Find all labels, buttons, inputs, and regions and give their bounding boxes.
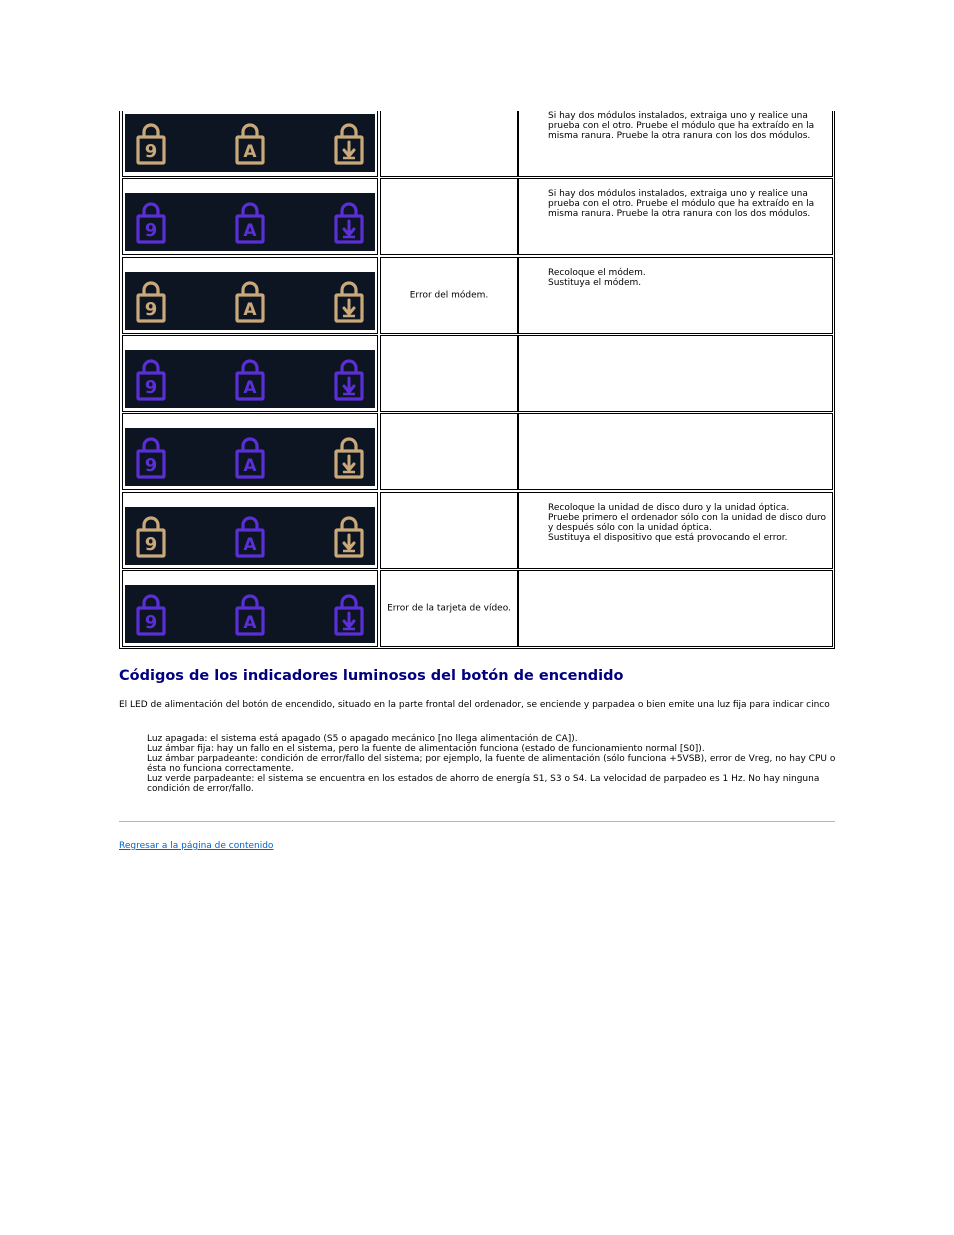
svg-text:9: 9 <box>144 534 158 555</box>
section-intro: El LED de alimentación del botón de encendido, situado en la parte frontal del ordenador, se enciende y parpadea o bien emite una luz fija para indicar cinco <box>119 700 830 710</box>
panel-speck <box>175 609 180 612</box>
num-lock-icon <box>136 279 166 323</box>
table-row <box>120 111 836 177</box>
panel-speck <box>175 217 180 220</box>
list-item: Luz ámbar fija: hay un fallo en el sistema, pero la fuente de alimentación funciona (estado de funcionamiento normal [S0]). <box>147 744 705 754</box>
solution-cell <box>518 335 833 412</box>
solution-cell <box>518 178 833 255</box>
caps-lock-icon <box>235 514 265 558</box>
cause-cell <box>380 257 518 334</box>
solution-cell <box>518 257 833 334</box>
led-pattern-cell <box>122 570 378 647</box>
svg-text:9: 9 <box>144 377 158 398</box>
list-item: Luz ámbar parpadeante: condición de error/fallo del sistema; por ejemplo, la fuente de alimentación (sólo funciona +5VSB), error de Vreg, no hay CPU o ésta no funciona correctamente. <box>147 754 836 774</box>
caps-lock-icon <box>235 279 265 323</box>
num-lock-icon <box>136 200 166 244</box>
panel-speck <box>175 452 180 455</box>
scroll-lock-icon <box>334 514 364 558</box>
panel-speck <box>175 374 180 377</box>
list-item: Luz verde parpadeante: el sistema se encuentra en los estados de ahorro de energía S1, S3 o S4. La velocidad de parpadeo es 1 Hz. No hay ninguna condición de error/fallo. <box>147 774 820 794</box>
cause-cell <box>380 413 518 490</box>
panel-speck <box>175 531 180 534</box>
scroll-lock-icon <box>334 357 364 401</box>
svg-text:A: A <box>243 378 257 398</box>
solution-line: Si hay dos módulos instalados, extraiga uno y realice una prueba con el otro. Pruebe el módulo que ha extraído en la misma ranura. Pruebe la otra ranura con los dos módulos. <box>548 111 815 141</box>
led-panel-image <box>125 350 375 408</box>
svg-text:9: 9 <box>144 299 158 320</box>
svg-text:A: A <box>243 613 257 633</box>
led-pattern-cell <box>122 178 378 255</box>
caps-lock-icon <box>235 121 265 165</box>
cause-text: Error de la tarjeta de vídeo. <box>387 603 511 613</box>
num-lock-icon <box>136 514 166 558</box>
cause-cell <box>380 335 518 412</box>
caps-lock-icon <box>235 435 265 479</box>
svg-text:9: 9 <box>144 612 158 633</box>
solution-cell <box>518 111 833 177</box>
scroll-lock-icon <box>334 200 364 244</box>
led-panel-image <box>125 272 375 330</box>
back-to-contents-link[interactable]: Regresar a la página de contenido <box>119 841 274 851</box>
led-pattern-cell <box>122 257 378 334</box>
scroll-lock-icon <box>334 279 364 323</box>
svg-text:A: A <box>243 142 257 162</box>
caps-lock-icon <box>235 357 265 401</box>
solution-line: Si hay dos módulos instalados, extraiga uno y realice una prueba con el otro. Pruebe el módulo que ha extraído en la misma ranura. Pruebe la otra ranura con los dos módulos. <box>548 189 815 219</box>
led-panel-image <box>125 428 375 486</box>
num-lock-icon <box>136 592 166 636</box>
table-row <box>120 570 836 647</box>
cause-cell <box>380 570 518 647</box>
solution-cell <box>518 492 833 569</box>
svg-text:9: 9 <box>144 220 158 241</box>
table-row <box>120 178 836 255</box>
caps-lock-icon <box>235 200 265 244</box>
power-led-states-list <box>147 734 837 794</box>
panel-speck <box>175 138 180 141</box>
table-row <box>120 335 836 412</box>
num-lock-icon <box>136 121 166 165</box>
solution-line: Sustituya el dispositivo que está provocando el error. <box>548 533 788 543</box>
cause-text: Error del módem. <box>409 290 489 300</box>
table-row <box>120 257 836 334</box>
solution-cell <box>518 570 833 647</box>
section-heading: Códigos de los indicadores luminosos del botón de encendido <box>119 668 624 684</box>
scroll-lock-icon <box>334 121 364 165</box>
solution-line: Recoloque la unidad de disco duro y la unidad óptica. <box>548 503 790 513</box>
led-pattern-cell <box>122 413 378 490</box>
svg-text:9: 9 <box>144 455 158 476</box>
led-panel-image <box>125 507 375 565</box>
solution-cell <box>518 413 833 490</box>
solution-line: Recoloque el módem. <box>548 268 646 278</box>
led-panel-image <box>125 193 375 251</box>
led-panel-image <box>125 585 375 643</box>
svg-text:A: A <box>243 300 257 320</box>
svg-text:A: A <box>243 535 257 555</box>
diagnostic-led-table <box>119 111 835 649</box>
list-item: Luz apagada: el sistema está apagado (S5 o apagado mecánico [no llega alimentación de CA]). <box>147 734 578 744</box>
num-lock-icon <box>136 357 166 401</box>
panel-speck <box>175 296 180 299</box>
led-pattern-cell <box>122 111 378 177</box>
num-lock-icon <box>136 435 166 479</box>
table-row <box>120 492 836 569</box>
svg-text:9: 9 <box>144 141 158 162</box>
cause-cell <box>380 492 518 569</box>
svg-text:A: A <box>243 456 257 476</box>
led-pattern-cell <box>122 335 378 412</box>
led-panel-image <box>125 114 375 172</box>
solution-line: Sustituya el módem. <box>548 278 642 288</box>
solution-line: Pruebe primero el ordenador sólo con la unidad de disco duro y después sólo con la unidad óptica. <box>548 513 827 533</box>
cause-cell <box>380 111 518 177</box>
table-row <box>120 413 836 490</box>
footer-divider <box>119 821 835 822</box>
cause-cell <box>380 178 518 255</box>
caps-lock-icon <box>235 592 265 636</box>
svg-text:A: A <box>243 221 257 241</box>
scroll-lock-icon <box>334 435 364 479</box>
scroll-lock-icon <box>334 592 364 636</box>
led-pattern-cell <box>122 492 378 569</box>
